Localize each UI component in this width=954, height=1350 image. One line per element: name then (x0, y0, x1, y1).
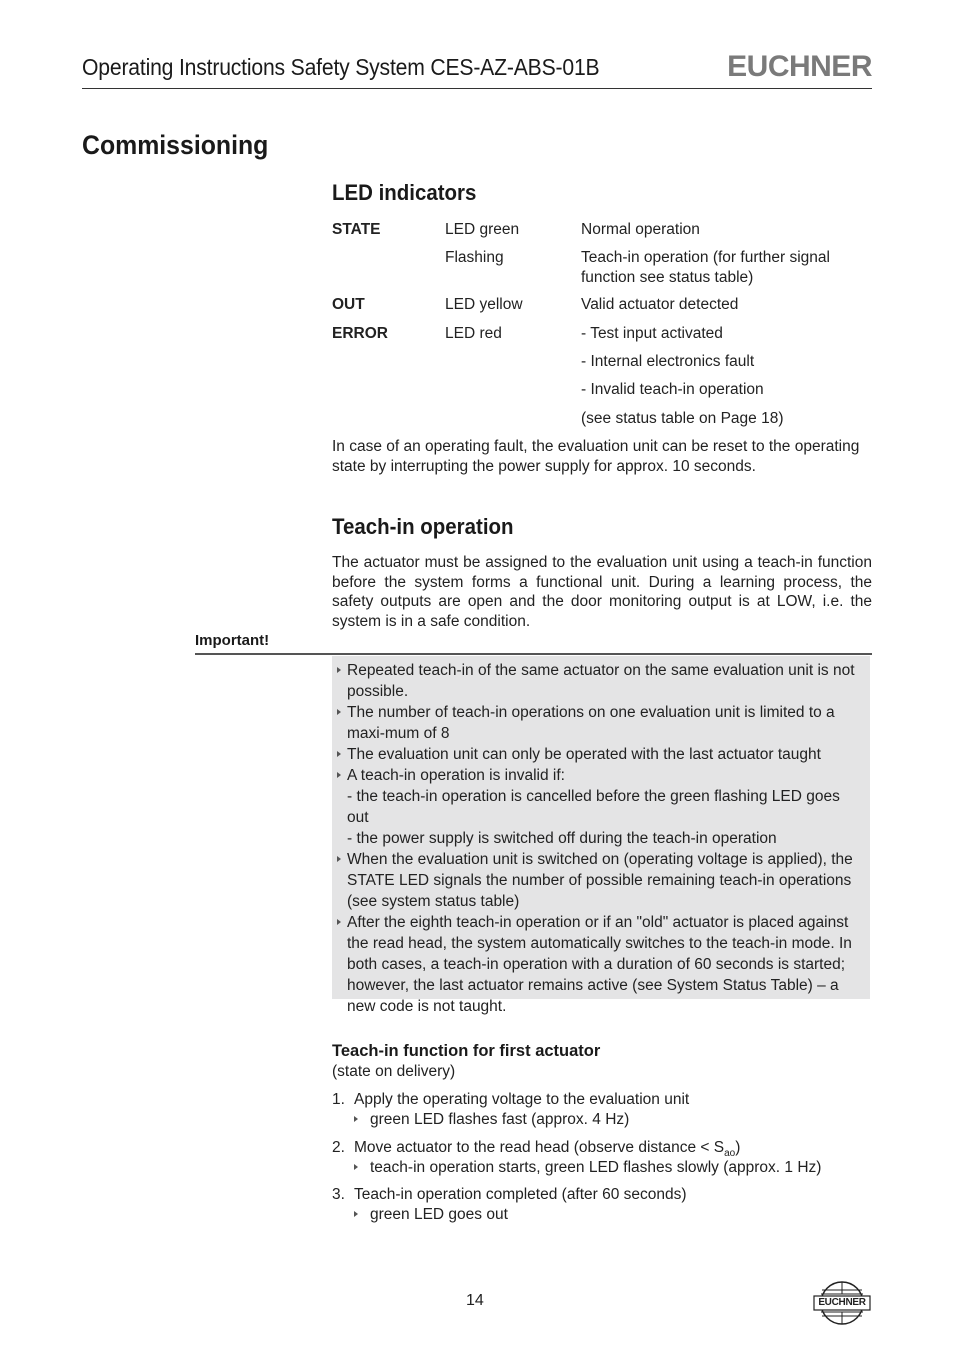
important-notes-list (347, 660, 865, 1017)
step-number: 2. (332, 1139, 345, 1156)
note-text: The evaluation unit can only be operated with the last actuator taught (347, 746, 821, 763)
led-signal-name: OUT (332, 296, 365, 313)
step-text: Move actuator to the read head (observe distance < S (354, 1139, 725, 1156)
result-arrow-icon (354, 1164, 358, 1170)
note-subitem: - the teach-in operation is cancelled before the green flashing LED goes out (347, 788, 840, 826)
step-text: Apply the operating voltage to the evaluation unit (354, 1091, 690, 1108)
euchner-logo: EUCHNER (727, 50, 872, 83)
note-text: After the eighth teach-in operation or if an "old" actuator is placed against the read head, the system automatically switches to the teach-in mode. In both cases, a teach-in operation with a duration of 60 seconds is started; however, the last actuator remains active (see System Status Table) – a new code is not taught. (347, 914, 852, 1015)
step-result: teach-in operation starts, green LED flashes slowly (approx. 1 Hz) (370, 1158, 822, 1176)
step-result: green LED goes out (370, 1205, 508, 1223)
led-color: Flashing (445, 249, 504, 266)
step-result: green LED flashes fast (approx. 4 Hz) (370, 1110, 630, 1128)
bullet-triangle-icon (337, 772, 341, 778)
led-color: LED red (445, 325, 502, 342)
note-subitem: - the power supply is switched off during the teach-in operation (347, 830, 777, 847)
first-actuator-subheading: (state on delivery) (332, 1063, 456, 1080)
note-text: A teach-in operation is invalid if: (347, 767, 565, 784)
list-item (347, 849, 865, 912)
led-color: LED yellow (445, 296, 523, 313)
list-item (347, 765, 865, 849)
list-item (347, 744, 865, 765)
led-indicators-heading: LED indicators (332, 180, 477, 205)
step-number: 3. (332, 1186, 345, 1203)
led-color: LED green (445, 221, 520, 238)
important-label: Important! (195, 632, 270, 649)
led-description: Valid actuator detected (581, 296, 739, 313)
teach-in-heading: Teach-in operation (332, 514, 514, 539)
section-title: Commissioning (82, 130, 269, 160)
page-number: 14 (466, 1292, 484, 1309)
document-title: Operating Instructions Safety System CES-AZ-ABS-01B (82, 54, 600, 80)
important-rule (195, 653, 872, 655)
step-text-end: ) (735, 1139, 741, 1156)
list-item (347, 912, 865, 1017)
led-description: - Internal electronics fault (581, 353, 755, 370)
bullet-triangle-icon (337, 919, 341, 925)
badge-text: EUCHNER (818, 1297, 866, 1308)
list-item (347, 660, 865, 702)
bullet-triangle-icon (337, 667, 341, 673)
euchner-badge-logo (812, 1280, 872, 1326)
led-signal-name: STATE (332, 221, 381, 238)
first-actuator-heading: Teach-in function for first actuator (332, 1042, 601, 1060)
distance-subscript: ao (724, 1148, 736, 1160)
led-description: - Test input activated (581, 325, 723, 342)
led-description: (see status table on Page 18) (581, 410, 784, 427)
note-text: Repeated teach-in of the same actuator on the same evaluation unit is not possible. (347, 662, 855, 700)
led-description: - Invalid teach-in operation (581, 381, 764, 398)
reset-paragraph: In case of an operating fault, the evaluation unit can be reset to the operating state by interrupting the power supply for approx. 10 seconds. (332, 438, 860, 475)
note-text: The number of teach-in operations on one evaluation unit is limited to a maxi-mum of 8 (347, 704, 835, 742)
led-signal-name: ERROR (332, 325, 388, 342)
header-rule (82, 88, 872, 89)
bullet-triangle-icon (337, 751, 341, 757)
teach-in-intro: The actuator must be assigned to the evaluation unit using a teach-in function before the system forms a functional unit. During a learning process, the safety outputs are open and the door monitoring output is at LOW, i.e. the system is in a safe condition. (332, 554, 872, 630)
bullet-triangle-icon (337, 709, 341, 715)
result-arrow-icon (354, 1211, 358, 1217)
step-text: Teach-in operation completed (after 60 seconds) (354, 1186, 687, 1203)
led-description: Teach-in operation (for further signal function see status table) (581, 249, 830, 286)
step-number: 1. (332, 1091, 345, 1108)
list-item (347, 702, 865, 744)
led-description: Normal operation (581, 221, 700, 238)
result-arrow-icon (354, 1116, 358, 1122)
note-text: When the evaluation unit is switched on (operating voltage is applied), the STATE LED signals the number of possible remaining teach-in operations (see system status table) (347, 851, 853, 910)
bullet-triangle-icon (337, 856, 341, 862)
